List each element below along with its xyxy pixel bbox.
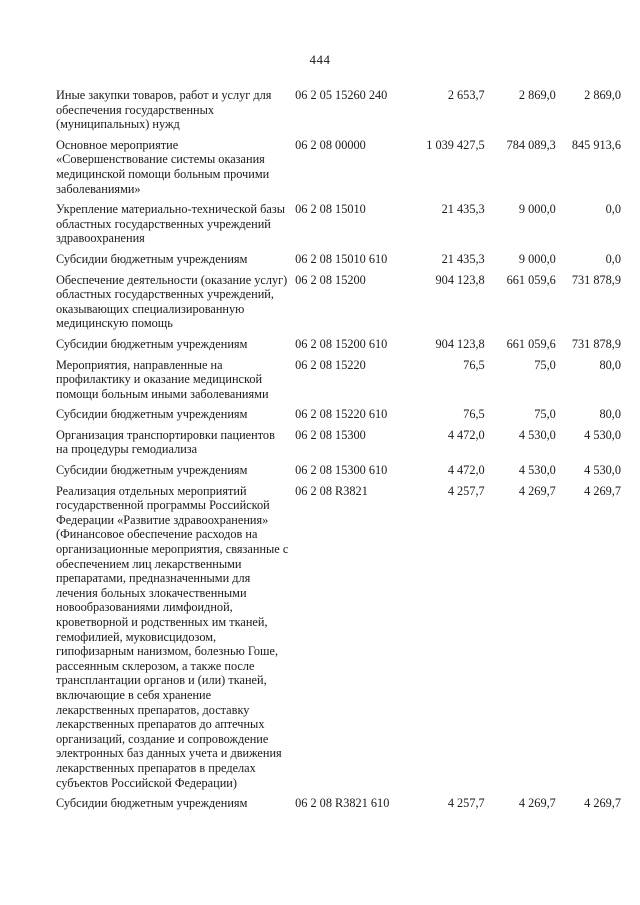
row-value-3: 0,0 xyxy=(605,251,621,266)
row-code: 06 2 08 00000 xyxy=(295,137,366,152)
row-value-3: 731 878,9 xyxy=(571,336,621,351)
row-value-2: 4 530,0 xyxy=(518,463,556,478)
row-name: Обеспечение деятельности (оказание услуг) областных государственных учреждений, оказывающих специализированную медицинскую помощь xyxy=(56,272,288,331)
row-value-1: 2 653,7 xyxy=(447,88,485,102)
row-value-3: 0,0 xyxy=(605,202,621,217)
table-row xyxy=(56,358,621,402)
row-code: 06 2 05 15260 240 xyxy=(295,88,388,102)
table-row xyxy=(56,138,621,196)
table-row xyxy=(56,273,621,331)
row-value-2: 2 869,0 xyxy=(518,88,556,102)
row-value-3: 80,0 xyxy=(599,357,621,372)
row-name: Иные закупки товаров, работ и услуг для обеспечения государственных (муниципальных) нужд xyxy=(56,88,272,132)
row-value-3: 80,0 xyxy=(599,407,621,422)
row-name: Субсидии бюджетным учреждениям xyxy=(56,463,248,478)
row-value-1: 4 472,0 xyxy=(447,427,485,442)
row-code: 06 2 08 15200 xyxy=(295,272,366,287)
row-value-2: 4 269,7 xyxy=(518,483,556,498)
row-value-2: 661 059,6 xyxy=(506,272,556,287)
row-name: Субсидии бюджетным учреждениям xyxy=(56,796,248,811)
row-value-3: 2 869,0 xyxy=(584,88,621,102)
row-code: 06 2 08 15010 xyxy=(295,202,366,217)
table-row xyxy=(56,484,621,790)
row-value-2: 75,0 xyxy=(534,407,556,422)
row-name: Мероприятия, направленные на профилактику и оказание медицинской помощи больным иными заболеваниями xyxy=(56,357,269,401)
row-code: 06 2 08 15200 610 xyxy=(295,336,388,351)
row-code: 06 2 08 15300 610 xyxy=(295,463,388,478)
row-value-1: 21 435,3 xyxy=(441,251,485,266)
row-name: Субсидии бюджетным учреждениям xyxy=(56,251,248,266)
page-number: 444 xyxy=(309,52,331,67)
row-name: Укрепление материально-технической базы областных государственных учреждений здравоохранения xyxy=(56,202,285,246)
table-row xyxy=(56,428,621,457)
row-value-1: 21 435,3 xyxy=(441,202,485,217)
row-code: 06 2 08 R3821 610 xyxy=(295,796,390,811)
row-value-3: 4 530,0 xyxy=(584,463,621,478)
row-name: Субсидии бюджетным учреждениям xyxy=(56,336,248,351)
table-row xyxy=(56,407,621,422)
row-value-3: 4 269,7 xyxy=(584,796,621,811)
row-value-1: 904 123,8 xyxy=(435,336,485,351)
table-row xyxy=(56,202,621,246)
row-value-3: 845 913,6 xyxy=(571,137,621,152)
row-value-2: 661 059,6 xyxy=(506,336,556,351)
row-code: 06 2 08 R3821 xyxy=(295,483,368,498)
budget-table xyxy=(56,88,621,817)
row-value-2: 4 269,7 xyxy=(518,796,556,811)
row-name: Реализация отдельных мероприятий государственной программы Российской Федерации «Развитие здравоохранения» (Финансовое обеспечение расходов на организационные мероприятия, связанные с обеспечением лиц лекарственными препаратами, предназначенными для лечения больных злокачественными новообразованиями лимфоидной, кроветворной и родственных им тканей, гемофилией, муковисцидозом, гипофизарным нанизмом, болезнью Гоше, рассеянным склерозом, а также после трансплантации органов и (или) тканей, включающие в себя хранение лекарственных препаратов, доставку лекарственных препаратов до аптечных организаций, создание и сопровождение электронных баз данных учета и движения лекарственных препаратов в пределах субъектов Российской Федерации) xyxy=(56,483,289,790)
row-name: Субсидии бюджетным учреждениям xyxy=(56,407,248,422)
row-value-1: 4 472,0 xyxy=(447,463,485,478)
row-value-3: 4 269,7 xyxy=(584,483,621,498)
row-value-2: 75,0 xyxy=(534,357,556,372)
row-value-1: 76,5 xyxy=(463,357,485,372)
row-name: Основное мероприятие «Совершенствование системы оказания медицинской помощи больным прочими заболеваниями» xyxy=(56,137,270,196)
table-row xyxy=(56,88,621,132)
row-name: Организация транспортировки пациентов на процедуры гемодиализа xyxy=(56,427,275,457)
row-value-2: 9 000,0 xyxy=(518,251,556,266)
row-value-1: 4 257,7 xyxy=(447,796,485,811)
row-code: 06 2 08 15300 xyxy=(295,427,366,442)
table-row xyxy=(56,463,621,478)
row-code: 06 2 08 15010 610 xyxy=(295,251,388,266)
row-value-1: 76,5 xyxy=(463,407,485,422)
table-row xyxy=(56,796,621,811)
row-value-3: 731 878,9 xyxy=(571,272,621,287)
row-value-2: 784 089,3 xyxy=(506,137,556,152)
row-value-1: 1 039 427,5 xyxy=(426,137,485,152)
table-row xyxy=(56,252,621,267)
row-value-1: 904 123,8 xyxy=(435,272,485,287)
row-value-2: 4 530,0 xyxy=(518,427,556,442)
table-row xyxy=(56,337,621,352)
row-code: 06 2 08 15220 xyxy=(295,357,366,372)
row-value-3: 4 530,0 xyxy=(584,427,621,442)
row-value-2: 9 000,0 xyxy=(518,202,556,217)
row-value-1: 4 257,7 xyxy=(447,483,485,498)
row-code: 06 2 08 15220 610 xyxy=(295,407,388,422)
